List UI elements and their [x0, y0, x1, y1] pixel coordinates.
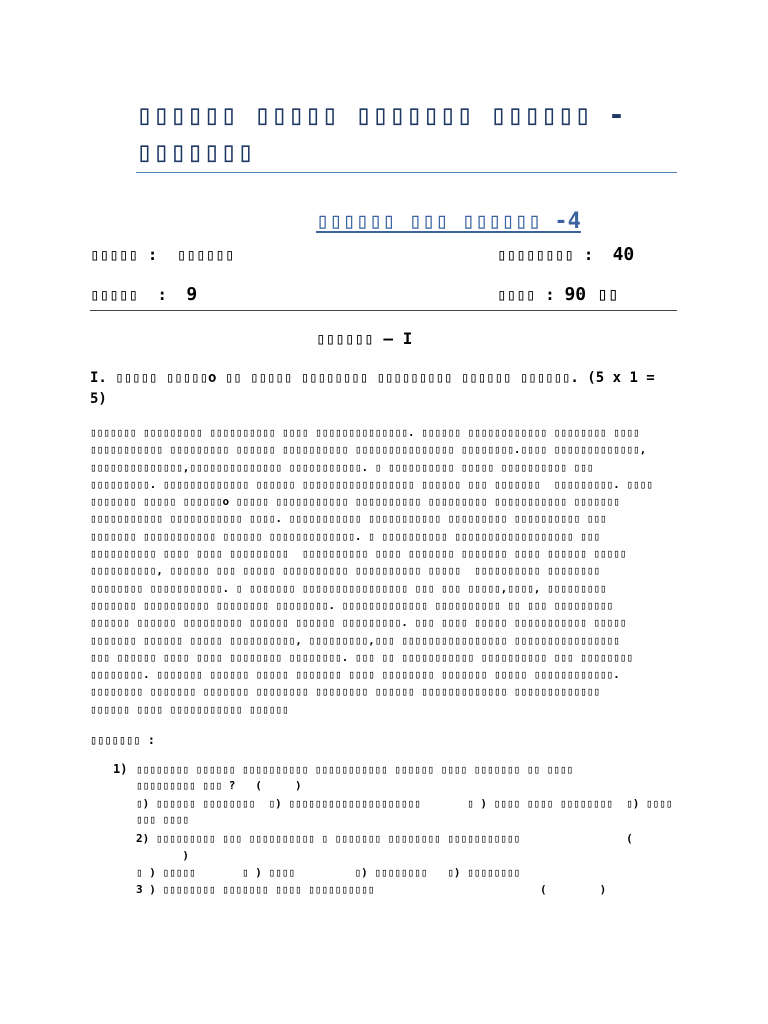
class-field	[90, 284, 197, 306]
subtitle-number: -4	[554, 209, 581, 234]
question-2-text: 2) ▯▯▯▯▯▯▯▯▯ ▯▯▯ ▯▯▯▯▯▯▯▯▯▯ ▯ ▯▯▯▯▯▯▯ ▯▯▯▯▯▯▯▯ ▯▯▯▯▯▯▯▯▯▯▯ (	[136, 832, 633, 845]
passage-line: ▯▯▯▯▯▯▯ ▯▯▯▯▯▯▯▯▯▯▯ ▯▯▯▯▯▯ ▯▯▯▯▯▯▯▯▯▯▯▯▯. ▯ ▯▯▯▯▯▯▯▯▯▯ ▯▯▯▯▯▯▯▯▯▯▯▯▯▯▯▯▯▯ ▯▯▯	[90, 529, 600, 543]
question-1-options: ▯) ▯▯▯▯▯▯ ▯▯▯▯▯▯▯▯ ▯) ▯▯▯▯▯▯▯▯▯▯▯▯▯▯▯▯▯▯▯▯ ▯ ) ▯▯▯▯ ▯▯▯▯ ▯▯▯▯▯▯▯▯ ▯) ▯▯▯▯	[136, 797, 673, 810]
time-label: ▯▯▯▯ :	[497, 285, 565, 304]
passage-line: ▯▯▯▯▯▯▯▯ ▯▯▯▯▯▯▯ ▯▯▯▯▯▯▯ ▯▯▯▯▯▯▯▯ ▯▯▯▯▯▯▯▯ ▯▯▯▯▯▯ ▯▯▯▯▯▯▯▯▯▯▯▯▯ ▯▯▯▯▯▯▯▯▯▯▯▯▯	[90, 685, 600, 699]
title-rule	[136, 172, 677, 173]
time-value: 90 ▯▯	[564, 284, 619, 305]
reading-passage	[90, 424, 690, 718]
marks-value: 40	[612, 244, 635, 265]
subject-field	[90, 244, 235, 266]
passage-line: ▯▯▯▯▯▯ ▯▯▯▯ ▯▯▯▯▯▯▯▯▯▯▯ ▯▯▯▯▯▯	[90, 702, 289, 716]
question-2-answer-bracket: )	[136, 849, 189, 862]
passage-line: ▯▯▯▯▯▯▯ ▯▯▯▯▯▯▯▯▯▯ ▯▯▯▯▯▯▯▯ ▯▯▯▯▯▯▯▯. ▯▯▯▯▯▯▯▯▯▯▯▯▯ ▯▯▯▯▯▯▯▯▯▯ ▯▯ ▯▯▯ ▯▯▯▯▯▯▯▯▯	[90, 598, 614, 612]
passage-line: ▯▯▯▯▯▯▯▯▯. ▯▯▯▯▯▯▯▯▯▯▯▯▯ ▯▯▯▯▯▯ ▯▯▯▯▯▯▯▯▯▯▯▯▯▯▯▯▯ ▯▯▯▯▯▯ ▯▯▯ ▯▯▯▯▯▯▯ ▯▯▯▯▯▯▯▯▯. ▯▯▯▯	[90, 477, 653, 491]
class-label: ▯▯▯▯▯ :	[90, 285, 187, 304]
question-1-text: ▯▯▯▯▯▯▯▯ ▯▯▯▯▯▯ ▯▯▯▯▯▯▯▯▯▯ ▯▯▯▯▯▯▯▯▯▯▯ ▯▯▯▯▯▯ ▯▯▯▯ ▯▯▯▯▯▯▯ ▯▯ ▯▯▯▯	[136, 763, 574, 776]
question-1-text-continued: ▯▯▯▯▯▯▯▯▯ ▯▯▯ ? ( )	[136, 779, 302, 792]
passage-line: ▯▯▯▯▯▯▯▯ ▯▯▯▯▯▯▯▯▯▯▯. ▯ ▯▯▯▯▯▯▯ ▯▯▯▯▯▯▯▯▯▯▯▯▯▯▯▯ ▯▯▯ ▯▯▯ ▯▯▯▯▯,▯▯▯▯, ▯▯▯▯▯▯▯▯▯	[90, 581, 607, 595]
subtitle-text: ▯▯▯▯▯▯ ▯▯▯ ▯▯▯▯▯▯	[316, 209, 555, 234]
passage-line: ▯▯▯▯▯▯▯ ▯▯▯▯▯▯ ▯▯▯▯▯ ▯▯▯▯▯▯▯▯▯▯, ▯▯▯▯▯▯▯▯▯,▯▯▯ ▯▯▯▯▯▯▯▯▯▯▯▯▯▯▯▯ ▯▯▯▯▯▯▯▯▯▯▯▯▯▯▯▯	[90, 633, 620, 647]
exam-subtitle	[316, 207, 581, 237]
question-2-options: ▯ ) ▯▯▯▯▯ ▯ ) ▯▯▯▯ ▯) ▯▯▯▯▯▯▯▯ ▯) ▯▯▯▯▯▯▯▯	[136, 866, 521, 879]
questions-label: ▯▯▯▯▯▯▯ :	[90, 733, 156, 747]
passage-line: ▯▯▯▯▯▯▯▯▯▯▯ ▯▯▯▯▯▯▯▯▯▯▯ ▯▯▯▯. ▯▯▯▯▯▯▯▯▯▯▯ ▯▯▯▯▯▯▯▯▯▯▯ ▯▯▯▯▯▯▯▯▯ ▯▯▯▯▯▯▯▯▯▯ ▯▯▯	[90, 512, 607, 526]
subject-label: ▯▯▯▯▯ :	[90, 245, 177, 264]
question-1-options-continued: ▯▯▯ ▯▯▯▯	[136, 813, 189, 826]
passage-line: ▯▯▯▯▯▯ ▯▯▯▯▯▯ ▯▯▯▯▯▯▯▯▯ ▯▯▯▯▯▯ ▯▯▯▯▯▯ ▯▯▯▯▯▯▯▯▯. ▯▯▯ ▯▯▯▯ ▯▯▯▯▯ ▯▯▯▯▯▯▯▯▯▯▯ ▯▯▯▯▯	[90, 616, 627, 630]
time-field	[497, 284, 619, 306]
question-1-number: 1)	[113, 762, 128, 776]
marks-field	[497, 244, 634, 266]
header-divider	[90, 310, 677, 311]
passage-line: ▯▯▯ ▯▯▯▯▯▯ ▯▯▯▯ ▯▯▯▯ ▯▯▯▯▯▯▯▯ ▯▯▯▯▯▯▯▯. ▯▯▯ ▯▯ ▯▯▯▯▯▯▯▯▯▯▯ ▯▯▯▯▯▯▯▯▯▯ ▯▯▯ ▯▯▯▯▯▯▯▯	[90, 650, 634, 664]
marks-label: ▯▯▯▯▯▯▯▯ :	[497, 245, 613, 264]
subject-value: ▯▯▯▯▯▯	[176, 245, 235, 264]
passage-line: ▯▯▯▯▯▯▯▯▯▯▯ ▯▯▯▯▯▯▯▯▯ ▯▯▯▯▯▯ ▯▯▯▯▯▯▯▯▯▯ ▯▯▯▯▯▯▯▯▯▯▯▯▯▯▯ ▯▯▯▯▯▯▯▯.▯▯▯▯ ▯▯▯▯▯▯▯▯▯▯▯▯▯,	[90, 443, 647, 457]
section-heading: ▯▯▯▯▯▯ – I	[316, 329, 413, 348]
document-title: ▯▯▯▯▯▯ ▯▯▯▯▯ ▯▯▯▯▯▯▯ ▯▯▯▯▯▯ - ▯▯▯▯▯▯▯	[136, 98, 625, 168]
passage-line: ▯▯▯▯▯▯▯ ▯▯▯▯▯▯▯▯▯ ▯▯▯▯▯▯▯▯▯▯ ▯▯▯▯ ▯▯▯▯▯▯▯▯▯▯▯▯▯▯. ▯▯▯▯▯▯ ▯▯▯▯▯▯▯▯▯▯▯▯ ▯▯▯▯▯▯▯▯ ▯▯▯▯	[90, 426, 640, 439]
passage-line: ▯▯▯▯▯▯▯▯▯▯ ▯▯▯▯ ▯▯▯▯ ▯▯▯▯▯▯▯▯▯ ▯▯▯▯▯▯▯▯▯▯ ▯▯▯▯ ▯▯▯▯▯▯▯ ▯▯▯▯▯▯▯ ▯▯▯▯ ▯▯▯▯▯▯ ▯▯▯▯▯	[90, 547, 627, 561]
passage-line: ▯▯▯▯▯▯▯▯▯▯, ▯▯▯▯▯▯ ▯▯▯ ▯▯▯▯▯ ▯▯▯▯▯▯▯▯▯▯ ▯▯▯▯▯▯▯▯▯▯ ▯▯▯▯▯ ▯▯▯▯▯▯▯▯▯▯ ▯▯▯▯▯▯▯▯	[90, 564, 600, 578]
passage-line: ▯▯▯▯▯▯▯▯▯▯▯▯▯▯,▯▯▯▯▯▯▯▯▯▯▯▯▯▯ ▯▯▯▯▯▯▯▯▯▯▯. ▯ ▯▯▯▯▯▯▯▯▯▯ ▯▯▯▯▯ ▯▯▯▯▯▯▯▯▯▯ ▯▯▯	[90, 460, 594, 474]
class-value: 9	[186, 284, 198, 305]
question-3-text: 3 ) ▯▯▯▯▯▯▯▯ ▯▯▯▯▯▯▯ ▯▯▯▯ ▯▯▯▯▯▯▯▯▯▯ ( )	[136, 883, 607, 896]
passage-line: ▯▯▯▯▯▯▯▯. ▯▯▯▯▯▯▯ ▯▯▯▯▯▯ ▯▯▯▯▯ ▯▯▯▯▯▯▯ ▯▯▯▯ ▯▯▯▯▯▯▯▯ ▯▯▯▯▯▯▯ ▯▯▯▯▯ ▯▯▯▯▯▯▯▯▯▯▯▯.	[90, 668, 620, 682]
passage-line: ▯▯▯▯▯▯▯ ▯▯▯▯▯ ▯▯▯▯▯▯o ▯▯▯▯▯ ▯▯▯▯▯▯▯▯▯▯▯ ▯▯▯▯▯▯▯▯▯▯ ▯▯▯▯▯▯▯▯▯ ▯▯▯▯▯▯▯▯▯▯▯ ▯▯▯▯▯▯▯	[90, 495, 620, 509]
question-heading: I. ▯▯▯▯▯ ▯▯▯▯▯o ▯▯ ▯▯▯▯▯ ▯▯▯▯▯▯▯▯ ▯▯▯▯▯▯▯▯▯ ▯▯▯▯▯▯ ▯▯▯▯▯▯. (5 x 1 = 5)	[90, 370, 655, 407]
